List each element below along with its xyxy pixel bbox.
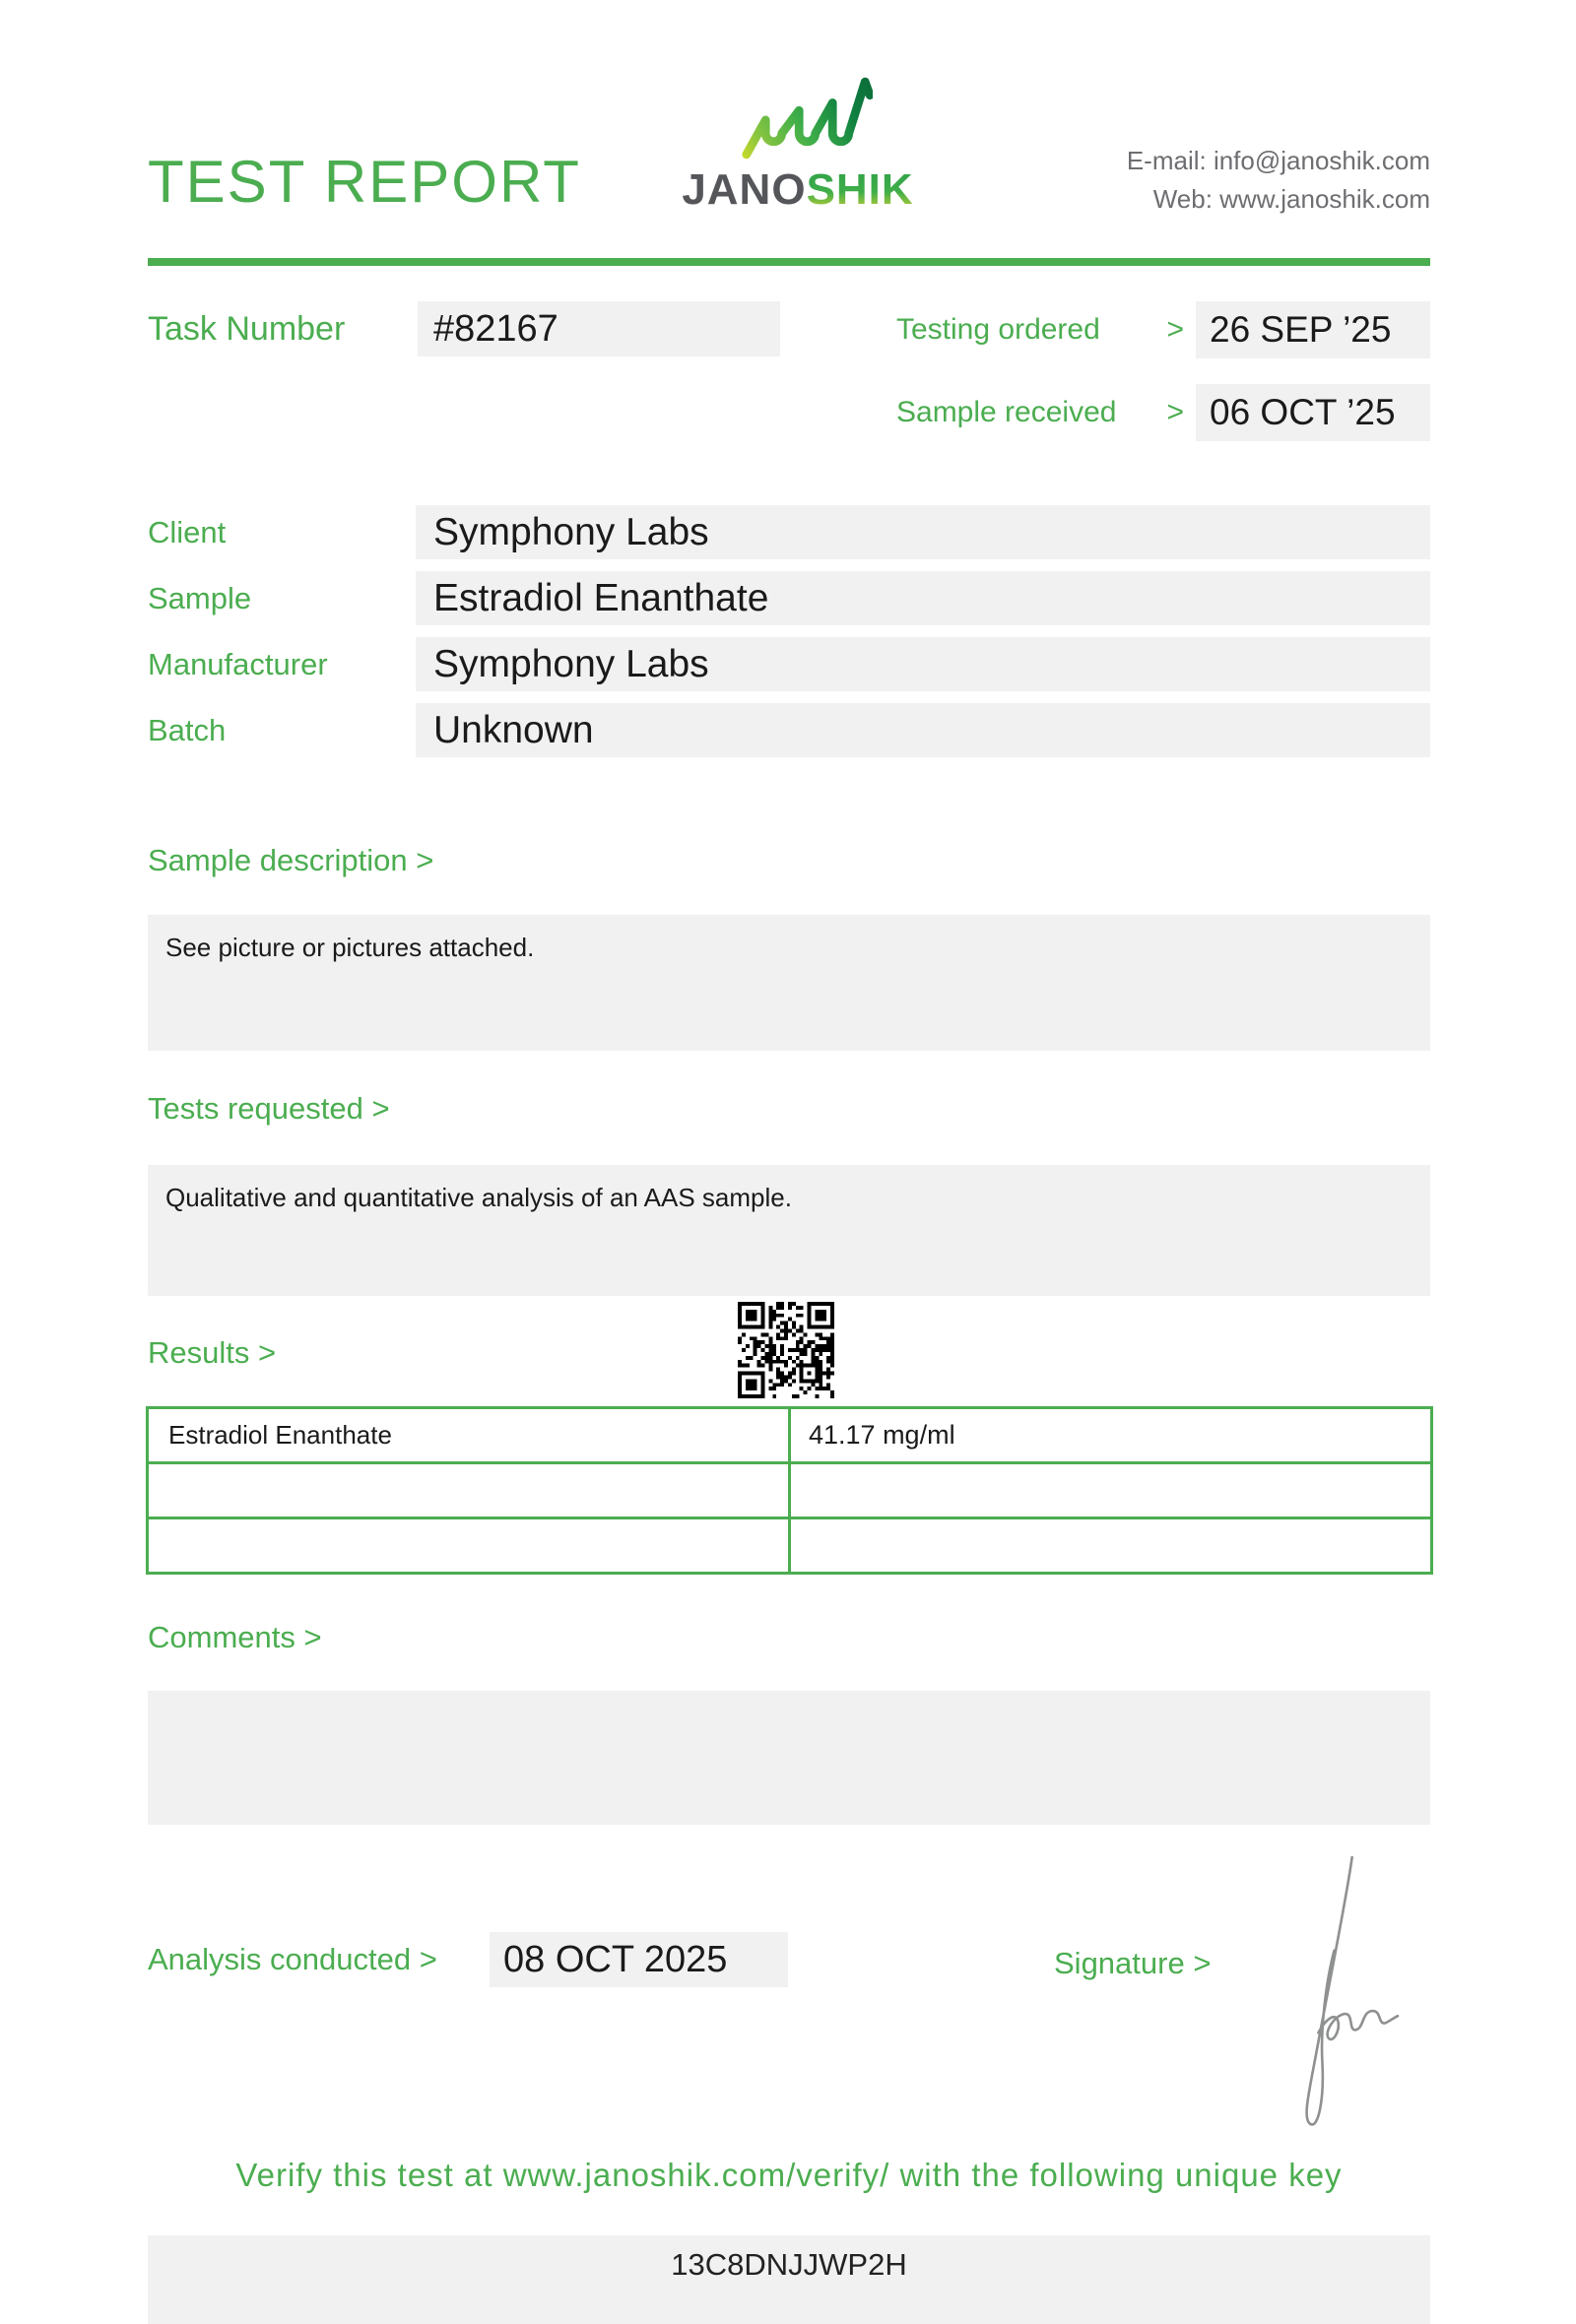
client-label: Client [148,515,227,549]
sample-received-value: 06 OCT ’25 [1196,384,1430,441]
chevron-right-icon: > [1166,313,1184,346]
sample-received-label: Sample received [896,396,1117,428]
sample-received-row [896,384,1430,441]
result-value [790,1463,1432,1518]
contact-info [1127,142,1430,219]
sample-value: Estradiol Enanthate [416,571,1430,625]
manufacturer-value: Symphony Labs [416,637,1430,691]
tests-requested-text: Qualitative and quantitative analysis of an AAS sample. [165,1183,792,1212]
logo-shik: SHIK [806,165,914,214]
comments-box [148,1691,1430,1825]
sample-description-text: See picture or pictures attached. [165,933,535,962]
growth-chart-arrow-icon [739,73,873,163]
result-substance [148,1518,790,1574]
table-row [148,1518,1432,1574]
logo-jano: JANO [682,165,807,214]
result-value [790,1518,1432,1574]
table-row [148,1463,1432,1518]
sample-description-box [148,915,1430,1051]
qr-code [738,1302,834,1398]
chevron-right-icon: > [1166,396,1184,428]
client-value: Symphony Labs [416,505,1430,559]
verify-key: 13C8DNJJWP2H [671,2247,907,2282]
tests-requested-box [148,1165,1430,1296]
comments-heading: Comments > [148,1620,322,1654]
logo-wordmark [670,165,926,215]
analysis-conducted-label: Analysis conducted > [148,1942,437,1976]
analysis-conducted-value: 08 OCT 2025 [490,1932,788,1987]
testing-ordered-row [896,301,1430,358]
results-table [146,1406,1433,1575]
sample-description-heading: Sample description > [148,843,434,877]
contact-email: E-mail: info@janoshik.com [1126,146,1430,175]
result-substance [148,1463,790,1518]
task-number-label: Task Number [148,310,346,348]
signature-image [1259,1849,1402,2137]
table-row [148,1408,1432,1463]
task-number-value: #82167 [418,301,780,356]
result-value: 41.17 mg/ml [790,1408,1432,1463]
tests-requested-heading: Tests requested > [148,1091,390,1126]
verify-instruction: Verify this test at www.janoshik.com/verify/ with the following unique key [235,2157,1343,2193]
results-heading: Results > [148,1335,277,1370]
manufacturer-label: Manufacturer [148,647,328,681]
contact-web: Web: www.janoshik.com [1152,184,1430,214]
result-substance: Estradiol Enanthate [148,1408,790,1463]
batch-value: Unknown [416,703,1430,757]
signature-label: Signature > [1054,1946,1212,1980]
testing-ordered-label: Testing ordered [896,313,1100,346]
batch-label: Batch [148,713,227,747]
page-title: TEST REPORT [148,149,581,215]
testing-ordered-value: 26 SEP ’25 [1196,301,1430,358]
sample-label: Sample [148,581,252,615]
header-divider [148,258,1430,266]
